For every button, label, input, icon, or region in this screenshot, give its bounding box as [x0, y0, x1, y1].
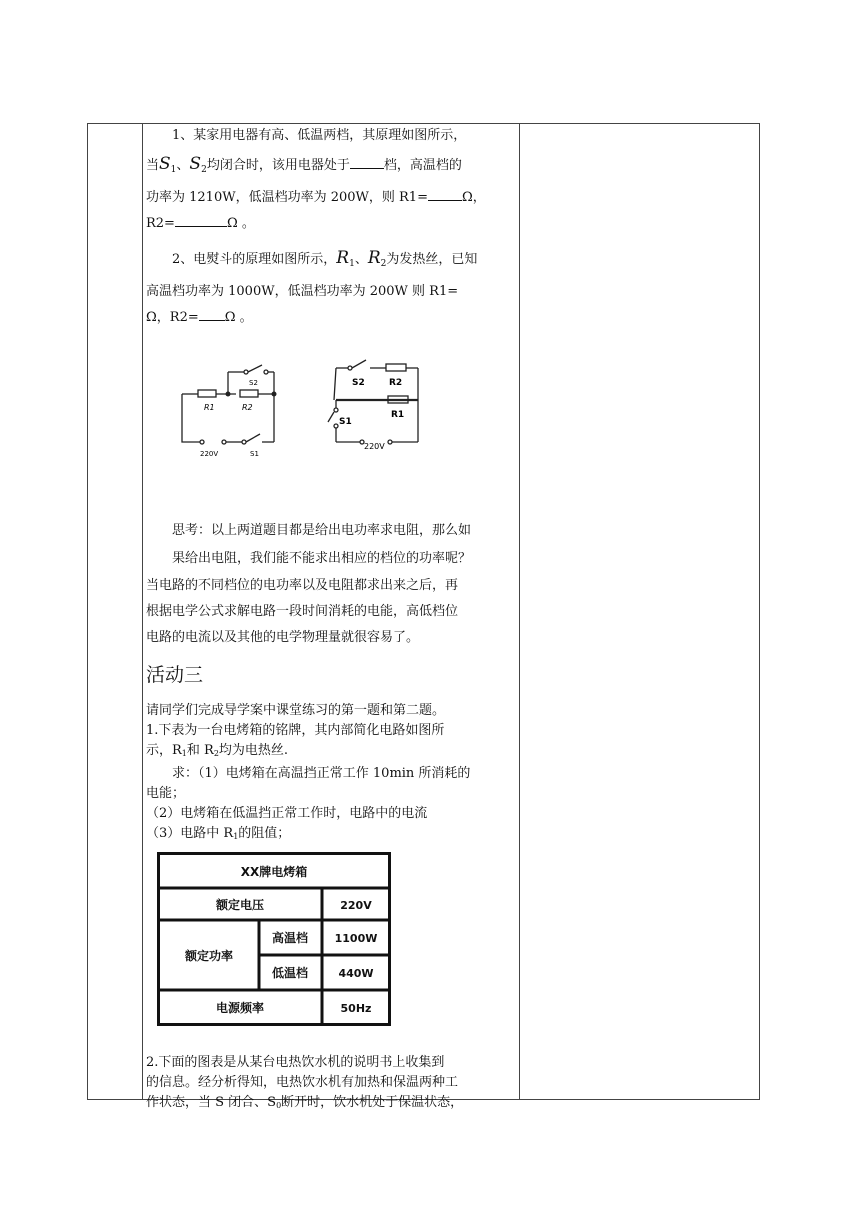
answer-blank[interactable] [175, 212, 227, 227]
answer-blank[interactable] [428, 186, 462, 201]
junction-dot [226, 392, 231, 397]
c2-label-s1: S1 [339, 417, 352, 427]
think-line2: 果给出电阻，我们能不能求出相应的档位的功率呢？ [172, 551, 472, 566]
c2-label-s2: S2 [352, 378, 365, 388]
c2-label-r2: R2 [389, 378, 403, 388]
q1-line3: 功率为 1210W，低温档功率为 200W，则 R1= Ω， [146, 185, 516, 211]
q1-line4: R2= Ω 。 [146, 211, 516, 237]
c1-label-voltage: 220V [200, 450, 219, 458]
c1-label-r1: R1 [204, 403, 215, 412]
act-line6: （2）电烤箱在低温挡正常工作时，电路中的电流 [146, 806, 428, 821]
oven-nameplate-table [157, 852, 391, 1026]
circuit-diagrams [176, 350, 436, 460]
q1-line2: 当$S_1$、$S_2$均闭合时，该用电器处于 档，高温档的 [146, 154, 462, 175]
q1-line1: 1、某家用电器有高、低温两档，其原理如图所示， [172, 128, 467, 143]
answer-blank[interactable] [199, 306, 225, 321]
low-temp-label: 低温档 [271, 966, 309, 980]
think-line3: 当电路的不同档位的电功率以及电阻都求出来之后，再 [146, 578, 459, 593]
frequency-label: 电源频率 [215, 1001, 265, 1015]
answer-blank[interactable] [350, 154, 384, 169]
q2-line3: Ω，R2= Ω 。 [146, 305, 516, 331]
q3-line1: 2.下面的图表是从某台电热饮水机的说明书上收集到 [146, 1055, 445, 1070]
q3-line3: 作状态，当 S 闭合、S0断开时，饮水机处于保温状态， [146, 1095, 464, 1110]
junction-dot [272, 392, 277, 397]
rated-voltage-value: 220V [340, 899, 372, 912]
frequency-value: 50Hz [340, 1002, 372, 1015]
circuit-diagram-1 [182, 365, 274, 444]
c2-label-r1: R1 [391, 410, 405, 420]
think-line5: 电路的电流以及其他的电学物理量就很容易了。 [146, 630, 420, 645]
low-temp-value: 440W [338, 967, 374, 980]
c1-label-r2: R2 [242, 403, 253, 412]
c1-label-s1: S1 [250, 450, 259, 458]
q2-line2: 高温档功率为 1000W，低温档功率为 200W 则 R1= [146, 284, 459, 299]
c1-label-s2: S2 [249, 379, 258, 387]
high-temp-value: 1100W [334, 932, 378, 945]
think-line4: 根据电学公式求解电路一段时间消耗的电能，高低档位 [146, 604, 459, 619]
rated-voltage-label: 额定电压 [215, 898, 265, 912]
column-divider-right [519, 124, 520, 1099]
act-line1: 请同学们完成导学案中课堂练习的第一题和第二题。 [146, 703, 446, 718]
act-line2: 1.下表为一台电烤箱的铭牌，其内部简化电路如图所 [146, 723, 445, 738]
nameplate-title: XX牌电烤箱 [240, 865, 308, 879]
section-heading: 活动三 [146, 664, 204, 686]
act-line3: 示，R1和 R2均为电热丝. [146, 743, 289, 758]
act-line5: 电能； [146, 786, 186, 801]
q3-line2: 的信息。经分析得知，电热饮水机有加热和保温两种工 [146, 1075, 459, 1090]
think-line1: 思考：以上两道题目都是给出电功率求电阻，那么如 [172, 523, 472, 538]
q2-line1: 2、电熨斗的原理如图所示，$R_1$、$R_2$为发热丝，已知 [172, 248, 478, 269]
column-divider-left [142, 124, 143, 1099]
c2-label-voltage: 220V [364, 442, 385, 451]
rated-power-label: 额定功率 [184, 949, 234, 963]
circuit-diagram-2 [328, 360, 418, 444]
act-line4: 求：（1）电烤箱在高温挡正常工作 10min 所消耗的 [172, 766, 471, 781]
act-line7: （3）电路中 R1的阻值； [146, 826, 291, 841]
high-temp-label: 高温档 [271, 931, 309, 945]
